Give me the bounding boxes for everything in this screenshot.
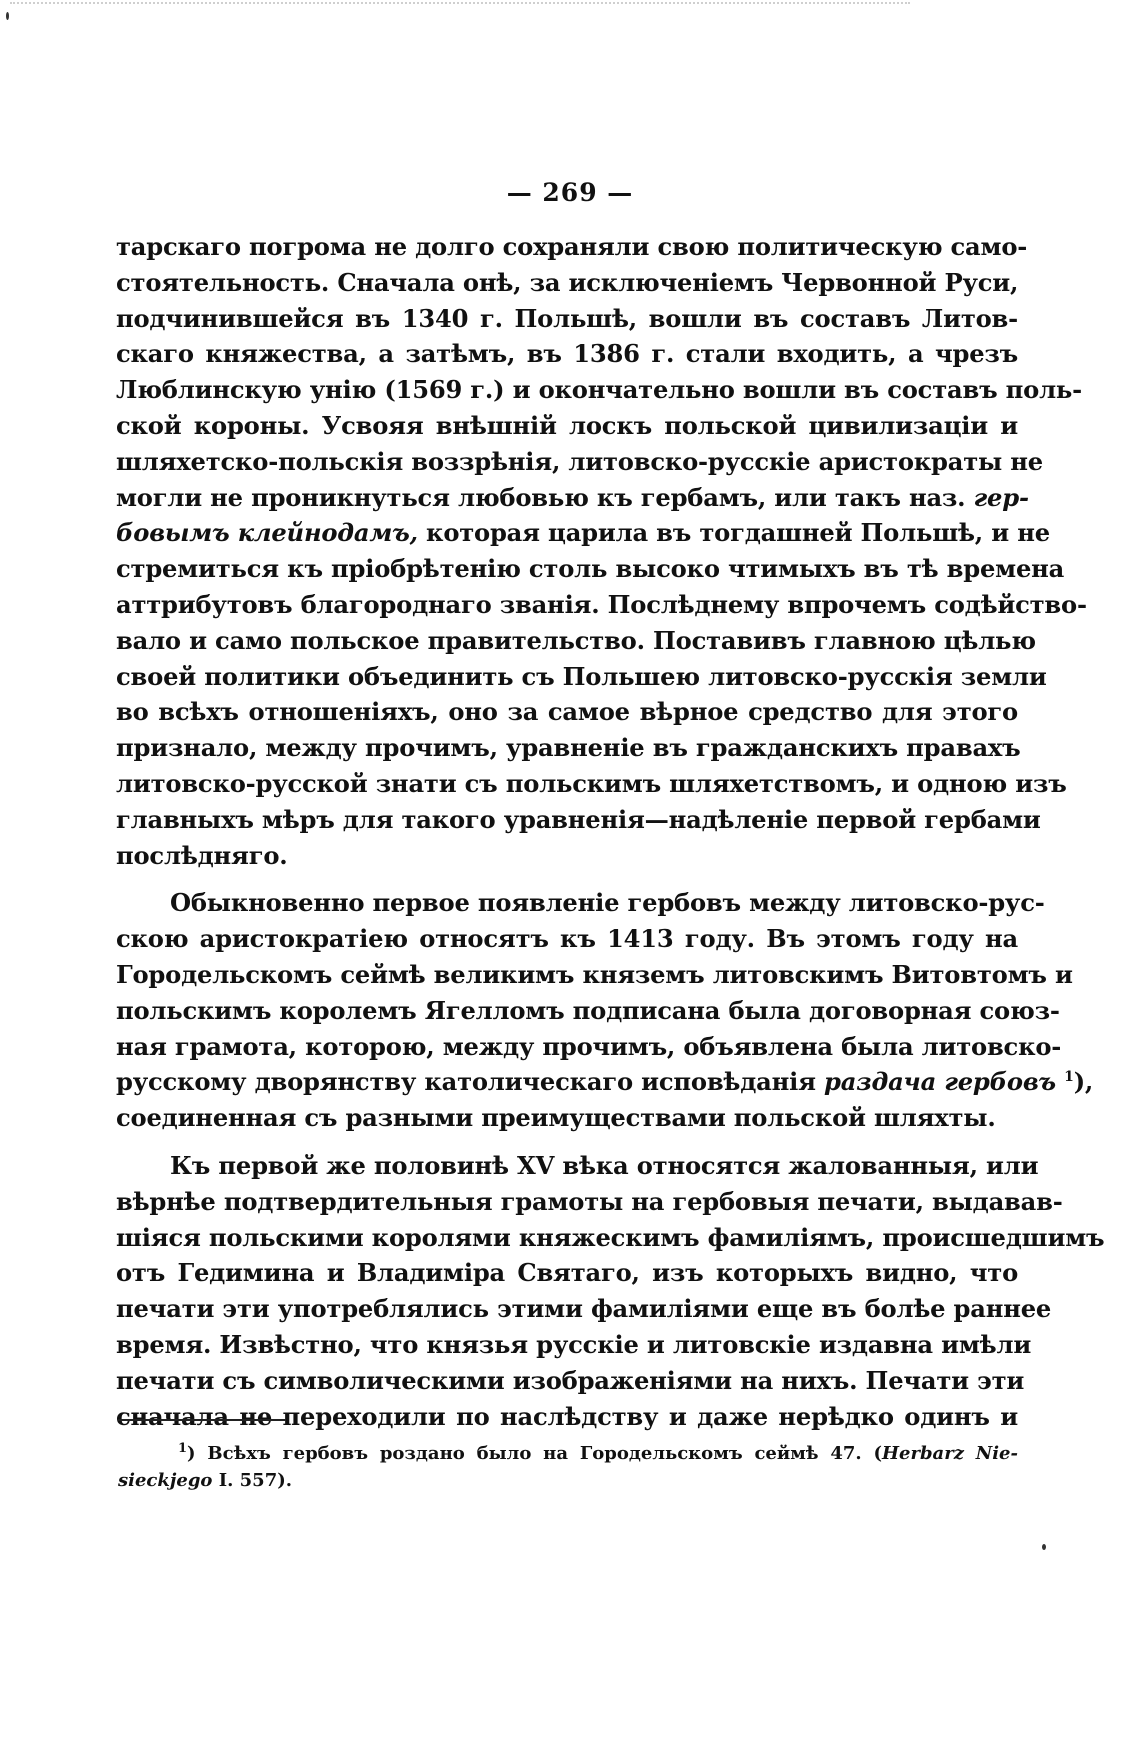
footnote-number: 1: [178, 1441, 188, 1456]
text-line: аттрибутовъ благороднаго званія. Послѣднему впрочемъ содѣйство-: [116, 589, 1087, 619]
text-line: шіяся польскими королями княжескимъ фамиліямъ, происшедшимъ: [116, 1222, 1105, 1252]
footnote-divider: [118, 1419, 286, 1421]
text-line: скаго княжества, а затѣмъ, въ 1386 г. стали входить, а чрезъ: [116, 339, 1018, 369]
text-line: соединенная съ разными преимуществами польской шляхты.: [116, 1103, 996, 1133]
text-line: стремиться къ пріобрѣтенію столь высоко чтимыхъ въ тѣ времена: [116, 554, 1065, 584]
text-line: печати съ символическими изображеніями на нихъ. Печати эти: [116, 1365, 1025, 1395]
text-line: Обыкновенно первое появленіе гербовъ между литовско-рус-: [170, 888, 1045, 918]
text-line: главныхъ мѣръ для такого уравненія—надѣленіе первой гербами: [116, 804, 1041, 834]
text-line: литовско-русской знати съ польскимъ шляхетствомъ, и одною изъ: [116, 768, 1067, 798]
text-line: польскимъ королемъ Ягелломъ подписана была договорная союз-: [116, 995, 1060, 1025]
text-line: отъ Гедимина и Владиміра Святаго, изъ которыхъ видно, что: [116, 1258, 1018, 1288]
text-line: послѣдняго.: [116, 840, 288, 870]
italic-term: бовымъ клейнодамъ,: [116, 518, 418, 548]
text-line: ная грамота, которою, между прочимъ, объявлена была литовско-: [116, 1031, 1062, 1061]
text-line: во всѣхъ отношеніяхъ, оно за самое вѣрное средство для этого: [116, 697, 1018, 727]
text-line: шляхетско-польскія воззрѣнія, литовско-русскіе аристократы не: [116, 446, 1043, 476]
text-segment: могли не проникнуться любовью къ гербамъ, или такъ наз.: [116, 482, 966, 512]
text-line: тарскаго погрома не долго сохраняли свою политическую само-: [116, 232, 1028, 261]
body-text: [116, 229, 1105, 1434]
text-line: [116, 515, 1050, 551]
footnote-line: [118, 1440, 1018, 1467]
text-line: подчинившейся въ 1340 г. Польшѣ, вошли въ составъ Литов-: [116, 303, 1018, 333]
footnote-source: Herbarz Nie-: [882, 1443, 1018, 1464]
paragraph-3: [116, 1148, 1105, 1434]
text-line: скою аристократіею относятъ къ 1413 году. Въ этомъ году на: [116, 924, 1018, 954]
text-line: Люблинскую унію (1569 г.) и окончательно вошли въ составъ поль-: [116, 375, 1082, 405]
text-line: своей политики объединить съ Польшею литовско-русскія земли: [116, 661, 1047, 691]
footnote-line: [118, 1467, 1018, 1494]
scan-speck: [1042, 1544, 1046, 1550]
text-line: печати эти употреблялись этими фамиліями еще въ болѣе раннее: [116, 1294, 1052, 1324]
text-line: вѣрнѣе подтвердительныя грамоты на гербовыя печати, выдавав-: [116, 1186, 1063, 1216]
text-line: ской короны. Усвояя внѣшній лоскъ польской цивилизаціи и: [116, 410, 1018, 440]
text-line: стоятельность. Сначала онѣ, за исключеніемъ Червонной Руси,: [116, 267, 1019, 297]
italic-term: раздача гербовъ: [824, 1067, 1056, 1097]
text-line: Городельскомъ сеймѣ великимъ княземъ литовскимъ Витовтомъ и: [116, 959, 1073, 989]
scan-speck: [6, 12, 9, 20]
text-line: [116, 1064, 1094, 1100]
page-number: — 269 —: [506, 178, 634, 207]
footnote-text: I. 557).: [212, 1470, 292, 1491]
text-line: признало, между прочимъ, уравненіе въ гражданскихъ правахъ: [116, 733, 1021, 763]
text-line: время. Извѣстно, что князья русскіе и литовскіе издавна имѣли: [116, 1329, 1032, 1359]
paragraph-2: [116, 885, 1094, 1136]
text-segment: которая царила въ тогдашней Польшѣ, и не: [426, 518, 1050, 548]
italic-term: гер-: [973, 482, 1029, 512]
scan-edge-mark: [10, 2, 910, 10]
footnote-marker: 1: [1064, 1069, 1074, 1086]
paragraph-1: [116, 229, 1087, 873]
text-line: сначала не переходили по наслѣдству и даже нерѣдко одинъ и: [116, 1401, 1018, 1431]
text-line: Къ первой же половинѣ XV вѣка относятся жалованныя, или: [170, 1150, 1039, 1180]
text-segment: ),: [1073, 1067, 1094, 1097]
footnote: [118, 1440, 1018, 1494]
footnote-text: ) Всѣхъ гербовъ роздано было на Городельскомъ сеймѣ 47. (: [187, 1443, 883, 1464]
text-line: [116, 480, 1029, 516]
text-segment: русскому дворянству католическаго исповѣданія: [116, 1067, 816, 1097]
text-line: вало и само польское правительство. Поставивъ главною цѣлью: [116, 625, 1036, 655]
footnote-source: sieckjego: [118, 1470, 213, 1491]
